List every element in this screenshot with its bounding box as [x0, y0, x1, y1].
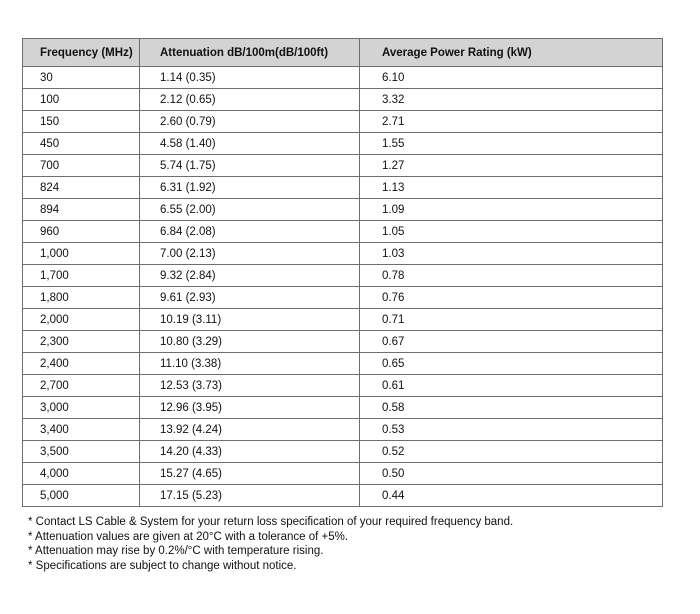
header-attenuation: Attenuation dB/100m(dB/100ft) [140, 39, 360, 67]
frequency-cell: 100 [23, 89, 140, 111]
power-cell: 1.09 [360, 199, 663, 221]
frequency-cell: 5,000 [23, 485, 140, 507]
footnote: * Attenuation values are given at 20°C with a tolerance of +5%. [28, 530, 349, 543]
table-body [23, 67, 663, 507]
table-row [23, 397, 663, 419]
power-cell: 0.76 [360, 287, 663, 309]
frequency-cell: 3,400 [23, 419, 140, 441]
power-cell: 0.78 [360, 265, 663, 287]
attenuation-cell: 6.55 (2.00) [140, 199, 360, 221]
header-row [23, 39, 663, 67]
footnote: * Specifications are subject to change without notice. [28, 559, 297, 572]
frequency-cell: 1,800 [23, 287, 140, 309]
table-row [23, 265, 663, 287]
table-row [23, 353, 663, 375]
power-cell: 0.67 [360, 331, 663, 353]
table-row [23, 309, 663, 331]
attenuation-cell: 4.58 (1.40) [140, 133, 360, 155]
power-cell: 1.55 [360, 133, 663, 155]
attenuation-cell: 5.74 (1.75) [140, 155, 360, 177]
table-row [23, 111, 663, 133]
attenuation-cell: 11.10 (3.38) [140, 353, 360, 375]
frequency-cell: 3,500 [23, 441, 140, 463]
power-cell: 1.13 [360, 177, 663, 199]
table-row [23, 155, 663, 177]
attenuation-cell: 2.12 (0.65) [140, 89, 360, 111]
frequency-cell: 450 [23, 133, 140, 155]
power-cell: 6.10 [360, 67, 663, 89]
header-frequency: Frequency (MHz) [23, 39, 140, 67]
table-row [23, 331, 663, 353]
power-cell: 0.65 [360, 353, 663, 375]
frequency-cell: 894 [23, 199, 140, 221]
power-cell: 0.61 [360, 375, 663, 397]
attenuation-cell: 10.80 (3.29) [140, 331, 360, 353]
attenuation-cell: 9.32 (2.84) [140, 265, 360, 287]
footnotes [28, 515, 513, 573]
power-cell: 0.71 [360, 309, 663, 331]
attenuation-cell: 9.61 (2.93) [140, 287, 360, 309]
attenuation-cell: 1.14 (0.35) [140, 67, 360, 89]
table-row [23, 375, 663, 397]
footnote: * Attenuation may rise by 0.2%/°C with temperature rising. [28, 545, 324, 557]
attenuation-cell: 10.19 (3.11) [140, 309, 360, 331]
power-cell: 1.27 [360, 155, 663, 177]
table-row [23, 199, 663, 221]
header-power: Average Power Rating (kW) [360, 39, 663, 67]
specification-table [22, 38, 663, 507]
power-cell: 1.03 [360, 243, 663, 265]
table-row [23, 133, 663, 155]
power-cell: 0.50 [360, 463, 663, 485]
table-row [23, 89, 663, 111]
frequency-cell: 4,000 [23, 463, 140, 485]
attenuation-cell: 15.27 (4.65) [140, 463, 360, 485]
power-cell: 0.44 [360, 485, 663, 507]
table-row [23, 441, 663, 463]
power-cell: 0.52 [360, 441, 663, 463]
attenuation-cell: 17.15 (5.23) [140, 485, 360, 507]
table-header [23, 39, 663, 67]
power-cell: 2.71 [360, 111, 663, 133]
attenuation-cell: 7.00 (2.13) [140, 243, 360, 265]
power-cell: 0.53 [360, 419, 663, 441]
frequency-cell: 700 [23, 155, 140, 177]
frequency-cell: 824 [23, 177, 140, 199]
table-row [23, 67, 663, 89]
attenuation-cell: 13.92 (4.24) [140, 419, 360, 441]
attenuation-cell: 6.31 (1.92) [140, 177, 360, 199]
attenuation-cell: 12.53 (3.73) [140, 375, 360, 397]
frequency-cell: 30 [23, 67, 140, 89]
frequency-cell: 3,000 [23, 397, 140, 419]
attenuation-cell: 2.60 (0.79) [140, 111, 360, 133]
frequency-cell: 150 [23, 111, 140, 133]
frequency-cell: 2,300 [23, 331, 140, 353]
attenuation-cell: 14.20 (4.33) [140, 441, 360, 463]
table-row [23, 243, 663, 265]
power-cell: 0.58 [360, 397, 663, 419]
attenuation-cell: 6.84 (2.08) [140, 221, 360, 243]
frequency-cell: 2,400 [23, 353, 140, 375]
power-cell: 3.32 [360, 89, 663, 111]
frequency-cell: 1,700 [23, 265, 140, 287]
frequency-cell: 2,000 [23, 309, 140, 331]
frequency-cell: 960 [23, 221, 140, 243]
frequency-cell: 2,700 [23, 375, 140, 397]
table-row [23, 177, 663, 199]
table-row [23, 419, 663, 441]
table-row [23, 287, 663, 309]
table-row [23, 221, 663, 243]
table-row [23, 463, 663, 485]
footnote: * Contact LS Cable & System for your return loss specification of your required frequency band. [28, 516, 514, 528]
table-row [23, 485, 663, 507]
attenuation-cell: 12.96 (3.95) [140, 397, 360, 419]
power-cell: 1.05 [360, 221, 663, 243]
frequency-cell: 1,000 [23, 243, 140, 265]
